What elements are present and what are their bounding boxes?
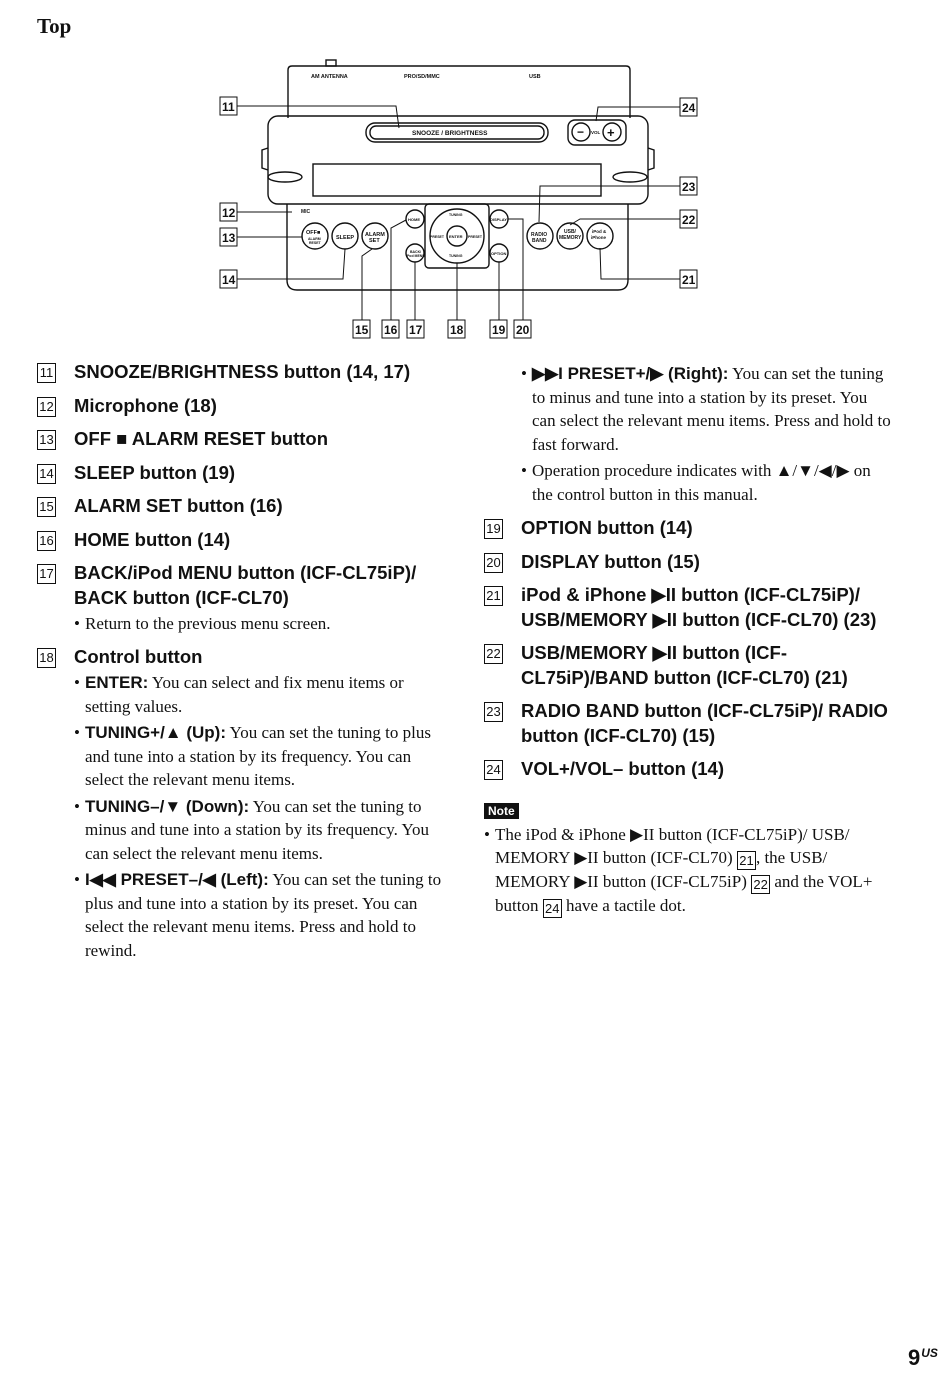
callout-21: 21 (682, 273, 696, 287)
bullet-label: TUNING–/▼ (Down): (85, 796, 250, 816)
enter-label: ENTER (449, 234, 463, 239)
bullet-text: You can set the tuning to plus and tune into a station by its preset. You can select the relevant menu items. Press and hold to rewind. (85, 870, 442, 960)
item-13 (37, 427, 447, 452)
note-text-part: The iPod & iPhone ▶II button (ICF-CL75iP)/ USB/ MEMORY ▶II button (ICF-CL70) (495, 824, 850, 867)
note-text-part: , the USB/ MEMORY ▶II button (ICF-CL75iP) (495, 848, 828, 891)
item-title: RADIO BAND button (ICF-CL75iP)/ RADIO button (ICF-CL70) (15) (521, 700, 888, 746)
item-title: DISPLAY button (15) (521, 550, 700, 572)
home-label: HOME (408, 217, 420, 222)
item-11 (37, 360, 447, 385)
alarm-set-label-1: ALARM (365, 232, 385, 238)
item-title: BACK/iPod MENU button (ICF-CL75iP)/ BACK button (ICF-CL70) (74, 562, 417, 608)
item-title: VOL+/VOL– button (14) (521, 758, 724, 779)
item-number: 22 (484, 644, 503, 664)
item-title: OFF ■ ALARM RESET button (74, 428, 329, 449)
bullet-label: ▶▶I PRESET+/▶ (Right): (532, 364, 729, 383)
pro-sd-mmc-label: PRO/SD/MMC (404, 74, 440, 80)
bullet-label: I◀◀ PRESET–/◀ (Left): (85, 870, 269, 889)
item-24 (484, 757, 894, 782)
snooze-bar-label: SNOOZE / BRIGHTNESS (412, 130, 488, 137)
bullet-text: You can select and fix menu items or setting values. (85, 673, 404, 716)
bullet-text: Return to the previous menu screen. (85, 614, 331, 633)
callout-16: 16 (384, 323, 398, 337)
page-number (908, 1345, 938, 1371)
usb-memory-label-1: USB/ (564, 229, 576, 235)
right-column (484, 360, 894, 918)
item-number: 24 (484, 760, 503, 780)
off-label: OFF■ (306, 230, 321, 236)
item-22 (484, 641, 894, 690)
bullet (74, 721, 447, 792)
item-number: 21 (484, 586, 503, 606)
tuning-top-label: TUNING (449, 213, 463, 217)
callout-11: 11 (222, 100, 235, 114)
item-number: 23 (484, 702, 503, 722)
note-text-part: and the VOL+ button (495, 872, 873, 915)
callout-12: 12 (222, 206, 236, 220)
bullet-text: You can set the tuning to minus and tune into a station by its frequency. You can select the relevant menu items. (85, 796, 430, 863)
bullet (74, 671, 447, 718)
item-17 (37, 561, 447, 636)
bullet-label: ENTER: (85, 673, 149, 692)
item-number: 12 (37, 397, 56, 417)
item-21 (484, 583, 894, 632)
bullet-label: TUNING+/▲ (Up): (85, 723, 227, 742)
item-title: USB/MEMORY ▶II button (ICF-CL75iP)/BAND button (ICF-CL70) (21) (521, 642, 848, 688)
band-label: BAND (532, 238, 547, 244)
item-12 (37, 394, 447, 419)
alarm-set-label-2: SET (369, 238, 380, 244)
note-ref-22: 22 (751, 875, 770, 894)
item-number: 13 (37, 430, 56, 450)
item-title: ALARM SET button (16) (74, 495, 283, 516)
callout-17: 17 (409, 323, 423, 337)
am-antenna-label: AM ANTENNA (311, 74, 348, 80)
bullet (74, 612, 447, 636)
callout-23: 23 (682, 180, 696, 194)
vol-minus-label: − (577, 125, 585, 139)
item-18 (37, 645, 447, 963)
radio-label: RADIO (531, 232, 548, 238)
item-19 (484, 516, 894, 541)
usb-memory-label-2: MEMORY (559, 235, 582, 241)
bullet (521, 459, 894, 506)
control-button-continued (484, 362, 894, 506)
item-title: iPod & iPhone ▶II button (ICF-CL75iP)/ USB/MEMORY ▶II button (ICF-CL70) (23) (521, 584, 877, 630)
alarm-label: ALARM (308, 237, 321, 241)
page-number-value: 9 (908, 1345, 921, 1370)
tuning-bottom-label: TUNING (449, 254, 463, 258)
callout-20: 20 (516, 323, 530, 337)
callout-24: 24 (682, 101, 696, 115)
item-title: Microphone (18) (74, 394, 217, 416)
note-text (484, 823, 894, 919)
radio-top-diagram (200, 58, 710, 348)
page-suffix: US (921, 1346, 938, 1360)
item-number: 19 (484, 519, 503, 539)
item-14 (37, 461, 447, 486)
bullet (521, 362, 894, 456)
bullet (74, 868, 447, 962)
item-16 (37, 528, 447, 553)
usb-port-label: USB (529, 74, 541, 80)
callout-15: 15 (355, 323, 369, 337)
item-title: SLEEP button (19) (74, 461, 236, 483)
item-number: 16 (37, 531, 56, 551)
bullet-text: You can set the tuning to plus and tune into a station by its frequency. You can select the relevant menu items. (85, 723, 431, 789)
item-number: 20 (484, 553, 503, 573)
note-text-part: have a tactile dot. (561, 896, 686, 915)
bullet-text: Operation procedure indicates with ▲/▼/◀/▶ on the control button in this manual. (532, 461, 871, 504)
callout-22: 22 (682, 213, 696, 227)
mic-label: MIC (301, 209, 311, 215)
item-20 (484, 550, 894, 575)
item-number: 15 (37, 497, 56, 517)
note-ref-21: 21 (737, 851, 756, 870)
bullet-text: You can set the tuning to minus and tune into a station by its preset. You can select the relevant menu items. Press and hold to fast forward. (532, 364, 891, 454)
item-title: Control button (74, 645, 203, 667)
item-number: 11 (37, 363, 56, 383)
bullet (74, 795, 447, 866)
item-23 (484, 699, 894, 748)
ipod-menu-label: iPod MENU (406, 254, 425, 258)
back-label: BACK/ (410, 250, 422, 254)
note-badge: Note (484, 803, 519, 819)
option-label: OPTION (491, 251, 507, 256)
callout-18: 18 (450, 323, 464, 337)
preset-left-label: PRESET (430, 235, 445, 239)
item-number: 14 (37, 464, 56, 484)
callout-13: 13 (222, 231, 236, 245)
vol-plus-label: + (607, 125, 615, 140)
preset-right-label: PRESET (468, 235, 483, 239)
item-title: OPTION button (14) (521, 517, 693, 538)
item-number: 17 (37, 564, 56, 584)
item-15 (37, 494, 447, 519)
note-section (484, 791, 894, 919)
note-ref-24: 24 (543, 899, 562, 918)
ipod-label-2: iPhone (591, 235, 607, 240)
item-title: HOME button (14) (74, 528, 231, 550)
left-column (37, 360, 447, 971)
display-label: DISPLAY (490, 217, 507, 222)
ipod-label-1: iPod & (592, 229, 607, 234)
vol-label: VOL (591, 130, 601, 135)
sleep-label: SLEEP (336, 235, 355, 241)
item-number: 18 (37, 648, 56, 668)
section-title: Top (37, 14, 72, 38)
reset-label: RESET (309, 241, 321, 245)
callout-19: 19 (492, 323, 506, 337)
callout-14: 14 (222, 273, 236, 287)
item-title: SNOOZE/BRIGHTNESS button (14, 17) (74, 361, 411, 382)
